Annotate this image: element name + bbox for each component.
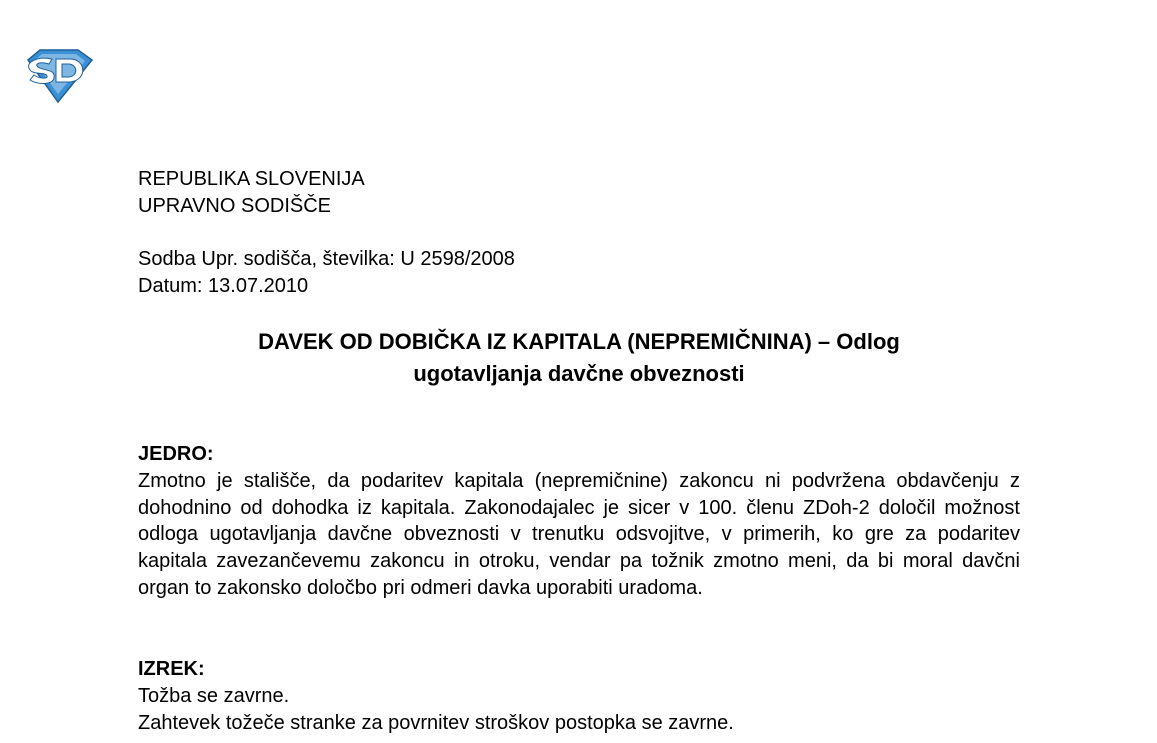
header-court: UPRAVNO SODIŠČE	[138, 195, 331, 217]
izrek-section	[138, 656, 1020, 736]
title-line-1: DAVEK OD DOBIČKA IZ KAPITALA (NEPREMIČNINA) – Odlog	[258, 329, 900, 354]
izrek-heading: IZREK:	[138, 658, 205, 680]
document-title	[138, 326, 1020, 390]
case-meta	[138, 246, 515, 300]
izrek-line-1: Tožba se zavrne.	[138, 684, 290, 707]
jedro-text: Zmotno je stališče, da podaritev kapitala (nepremičnine) zakoncu ni podvržena obdavčenju z dohodnino od dohodka iz kapitala. Zakonodajalec je sicer v 100. členu ZDoh-2 določil možnost odloga ugotavljanja davčne obveznosti v trenutku odsvojitve, v primerih, ko gre za podaritev kapitala zavezančevemu zakoncu in otroku, vendar pa tožnik zmotno meni, da bi moral davčni organ to zakonsko določbo pri odmeri davka uporabiti uradoma.	[138, 469, 1020, 599]
izrek-line-2: Zahtevek tožeče stranke za povrnitev stroškov postopka se zavrne.	[138, 711, 734, 734]
header-country: REPUBLIKA SLOVENIJA	[138, 168, 365, 190]
sd-logo-icon	[22, 48, 96, 104]
jedro-heading: JEDRO:	[138, 443, 214, 465]
jedro-section	[138, 441, 1020, 602]
court-header	[138, 166, 365, 220]
case-number: Sodba Upr. sodišča, številka: U 2598/2008	[138, 248, 515, 270]
case-date: Datum: 13.07.2010	[138, 275, 309, 297]
title-line-2: ugotavljanja davčne obveznosti	[413, 361, 745, 386]
